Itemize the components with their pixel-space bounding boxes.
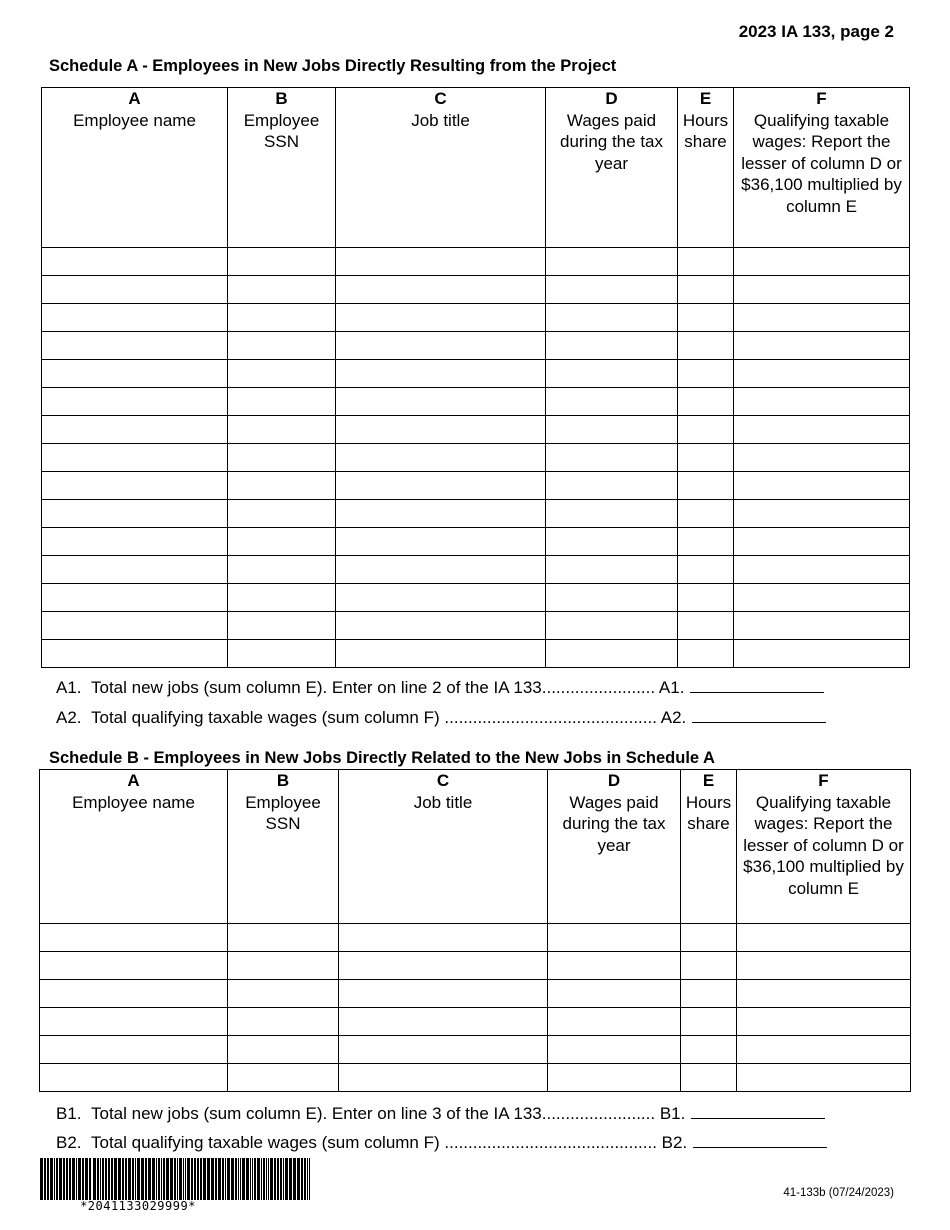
employee-name-cell[interactable] [40,924,228,952]
job-title-cell[interactable] [339,952,548,980]
employee-name-cell[interactable] [42,360,228,388]
qualifying-wages-cell[interactable] [734,360,910,388]
qualifying-wages-cell[interactable] [734,416,910,444]
employee-ssn-cell[interactable] [228,556,336,584]
employee-name-cell[interactable] [42,276,228,304]
wages-paid-cell[interactable] [548,1064,681,1092]
barcode-bar [44,1158,46,1200]
barcode-bar [114,1158,117,1200]
job-title-cell[interactable] [336,360,546,388]
employee-ssn-cell[interactable] [228,528,336,556]
column-b-header: B Employee SSN [228,88,336,248]
qualifying-wages-cell[interactable] [734,248,910,276]
barcode-bar [307,1158,308,1200]
barcode-bar [203,1158,206,1200]
job-title-cell[interactable] [339,1008,548,1036]
barcode-bar [63,1158,65,1200]
line-a2-input[interactable] [692,708,826,723]
hours-share-cell[interactable] [678,640,734,668]
column-c-header: C Job title [339,770,548,924]
barcode-bar [257,1158,260,1200]
job-title-cell[interactable] [336,248,546,276]
barcode-bar [250,1158,251,1200]
barcode-bar [218,1158,221,1200]
column-c-header: C Job title [336,88,546,248]
barcode-bar [137,1158,140,1200]
barcode-bar [235,1158,237,1200]
form-id: 41-133b (07/24/2023) [783,1187,894,1199]
barcode-bar [135,1158,136,1200]
barcode-bar [152,1158,155,1200]
column-e-header: E Hours share [678,88,734,248]
employee-name-cell[interactable] [42,556,228,584]
hours-share-cell[interactable] [678,360,734,388]
employee-ssn-cell[interactable] [228,248,336,276]
line-b1: B1. Total new jobs (sum column E). Enter on line 3 of the IA 133........................ B1. [56,1104,825,1124]
employee-name-cell[interactable] [42,416,228,444]
employee-name-cell[interactable] [42,388,228,416]
barcode-bar [141,1158,144,1200]
wages-paid-cell[interactable] [546,332,678,360]
column-a-header: A Employee name [40,770,228,924]
wages-paid-cell[interactable] [548,1036,681,1064]
barcode-bar [72,1158,75,1200]
job-title-cell[interactable] [336,304,546,332]
wages-paid-cell[interactable] [546,528,678,556]
barcode-bar [145,1158,147,1200]
barcode-bar [227,1158,230,1200]
barcode-bar [161,1158,162,1200]
wages-paid-cell[interactable] [546,444,678,472]
job-title-cell[interactable] [339,980,548,1008]
job-title-cell[interactable] [336,332,546,360]
table-row [40,980,911,1008]
employee-ssn-cell[interactable] [228,360,336,388]
employee-name-cell[interactable] [40,1064,228,1092]
barcode-bar [183,1158,184,1200]
barcode-text: *2041133029999* [80,1199,196,1213]
barcode-bar [148,1158,151,1200]
barcode-bar [166,1158,169,1200]
hours-share-cell[interactable] [678,332,734,360]
hours-share-cell[interactable] [678,276,734,304]
barcode-bar [158,1158,160,1200]
job-title-cell[interactable] [336,584,546,612]
employee-ssn-cell[interactable] [228,612,336,640]
hours-share-cell[interactable] [678,472,734,500]
employee-ssn-cell[interactable] [228,416,336,444]
wages-paid-cell[interactable] [546,556,678,584]
table-row [42,332,910,360]
hours-share-cell[interactable] [678,500,734,528]
barcode-bar [252,1158,253,1200]
barcode-bar [231,1158,234,1200]
employee-name-cell[interactable] [42,528,228,556]
employee-ssn-cell[interactable] [228,1064,339,1092]
page-header: 2023 IA 133, page 2 [738,22,894,41]
barcode-bar [177,1158,178,1200]
hours-share-cell[interactable] [678,528,734,556]
qualifying-wages-cell[interactable] [734,528,910,556]
table-row [40,952,911,980]
wages-paid-cell[interactable] [546,248,678,276]
employee-name-cell[interactable] [42,472,228,500]
line-b2-input[interactable] [693,1133,827,1148]
hours-share-cell[interactable] [681,924,737,952]
column-a-header: A Employee name [42,88,228,248]
barcode-bar [59,1158,62,1200]
barcode-bar [207,1158,210,1200]
table-row [42,556,910,584]
table-row [42,276,910,304]
qualifying-wages-cell[interactable] [734,640,910,668]
wages-paid-cell[interactable] [548,924,681,952]
barcode-bar [191,1158,193,1200]
table-row [40,924,911,952]
barcode-bar [47,1158,49,1200]
barcode-bar [197,1158,199,1200]
employee-name-cell[interactable] [40,1036,228,1064]
hours-share-cell[interactable] [678,444,734,472]
table-row [42,584,910,612]
barcode-bar [242,1158,245,1200]
employee-name-cell[interactable] [40,952,228,980]
barcode-bar [254,1158,256,1200]
barcode-bar [69,1158,71,1200]
qualifying-wages-cell[interactable] [734,304,910,332]
barcode-bar [132,1158,134,1200]
qualifying-wages-cell[interactable] [734,444,910,472]
barcode-bar [66,1158,68,1200]
wages-paid-cell[interactable] [546,388,678,416]
line-b1-input[interactable] [691,1104,825,1119]
barcode-bar [215,1158,217,1200]
qualifying-wages-cell[interactable] [734,612,910,640]
table-row [42,304,910,332]
barcode-bar [263,1158,265,1200]
hours-share-cell[interactable] [681,980,737,1008]
line-a2: A2. Total qualifying taxable wages (sum column F) ............................................. A2. [56,708,826,728]
hours-share-cell[interactable] [681,1064,737,1092]
employee-name-cell[interactable] [42,444,228,472]
barcode-bar [246,1158,249,1200]
employee-ssn-cell[interactable] [228,640,336,668]
qualifying-wages-cell[interactable] [737,1036,911,1064]
table-row [40,1036,911,1064]
barcode-bar [211,1158,214,1200]
barcode-bar [111,1158,113,1200]
table-row [42,360,910,388]
barcode-bar [274,1158,276,1200]
barcode-bar [97,1158,99,1200]
barcode-bar [82,1158,84,1200]
barcode-bar [194,1158,196,1200]
barcode-bar [54,1158,55,1200]
barcode-bar [102,1158,104,1200]
barcode-bar [297,1158,300,1200]
barcode-bar [289,1158,292,1200]
table-row [42,640,910,668]
barcode-bar [185,1158,186,1200]
barcode-bar [277,1158,279,1200]
wages-paid-cell[interactable] [546,360,678,388]
barcode-bar [122,1158,124,1200]
column-b-header: B Employee SSN [228,770,339,924]
qualifying-wages-cell[interactable] [734,500,910,528]
column-d-header: D Wages paid during the tax year [548,770,681,924]
wages-paid-cell[interactable] [546,472,678,500]
qualifying-wages-cell[interactable] [737,924,911,952]
job-title-cell[interactable] [336,472,546,500]
schedule-a-title: Schedule A - Employees in New Jobs Directly Resulting from the Project [49,57,617,75]
barcode-bar [93,1158,96,1200]
barcode-bar [56,1158,58,1200]
hours-share-cell[interactable] [678,556,734,584]
table-row [42,472,910,500]
employee-ssn-cell[interactable] [228,472,336,500]
hours-share-cell[interactable] [678,612,734,640]
qualifying-wages-cell[interactable] [734,472,910,500]
employee-ssn-cell[interactable] [228,924,339,952]
employee-name-cell[interactable] [40,980,228,1008]
job-title-cell[interactable] [336,416,546,444]
barcode-bar [266,1158,267,1200]
qualifying-wages-cell[interactable] [737,1064,911,1092]
hours-share-cell[interactable] [678,304,734,332]
employee-ssn-cell[interactable] [228,304,336,332]
hours-share-cell[interactable] [681,952,737,980]
hours-share-cell[interactable] [678,416,734,444]
barcode-bar [304,1158,306,1200]
barcode-bar [118,1158,121,1200]
employee-name-cell[interactable] [42,248,228,276]
table-row [42,612,910,640]
barcode-bar [309,1158,310,1200]
barcode-bar [238,1158,239,1200]
employee-name-cell[interactable] [42,332,228,360]
table-row [40,1008,911,1036]
table-row [42,444,910,472]
barcode-bar [50,1158,53,1200]
employee-name-cell[interactable] [42,304,228,332]
barcode-bar [85,1158,88,1200]
line-b2: B2. Total qualifying taxable wages (sum column F) ............................................. B2. [56,1133,827,1153]
wages-paid-cell[interactable] [546,612,678,640]
schedule-b-title: Schedule B - Employees in New Jobs Directly Related to the New Jobs in Schedule A [49,749,715,767]
employee-ssn-cell[interactable] [228,1036,339,1064]
qualifying-wages-cell[interactable] [737,980,911,1008]
table-row [42,416,910,444]
barcode-bar [125,1158,127,1200]
employee-ssn-cell[interactable] [228,500,336,528]
wages-paid-cell[interactable] [548,1008,681,1036]
barcode-bar [108,1158,110,1200]
barcode-bar [105,1158,107,1200]
barcode-bar [268,1158,269,1200]
qualifying-wages-cell[interactable] [734,388,910,416]
job-title-cell[interactable] [336,444,546,472]
barcode-bar [225,1158,226,1200]
barcode-bar [163,1158,165,1200]
wages-paid-cell[interactable] [546,640,678,668]
job-title-cell[interactable] [336,276,546,304]
wages-paid-cell[interactable] [546,304,678,332]
table-row [42,528,910,556]
hours-share-cell[interactable] [678,248,734,276]
employee-name-cell[interactable] [40,1008,228,1036]
job-title-cell[interactable] [339,1036,548,1064]
hours-share-cell[interactable] [681,1036,737,1064]
job-title-cell[interactable] [336,556,546,584]
qualifying-wages-cell[interactable] [737,1008,911,1036]
job-title-cell[interactable] [336,528,546,556]
wages-paid-cell[interactable] [548,980,681,1008]
employee-name-cell[interactable] [42,612,228,640]
schedule-a-header-row [42,88,910,248]
schedule-b-header-row [40,770,911,924]
hours-share-cell[interactable] [681,1008,737,1036]
barcode-bar [128,1158,131,1200]
hours-share-cell[interactable] [678,388,734,416]
qualifying-wages-cell[interactable] [734,276,910,304]
barcode-bar [170,1158,173,1200]
barcode-bar [222,1158,224,1200]
barcode-bar [283,1158,284,1200]
employee-name-cell[interactable] [42,640,228,668]
column-f-header: F Qualifying taxable wages: Report the lesser of column D or $36,100 multiplied by column E [734,88,910,248]
barcode-bar [285,1158,288,1200]
qualifying-wages-cell[interactable] [734,556,910,584]
barcode [40,1158,312,1200]
schedule-b-table [39,769,911,1092]
column-e-header: E Hours share [681,770,737,924]
barcode-bar [270,1158,273,1200]
wages-paid-cell[interactable] [546,584,678,612]
column-d-header: D Wages paid during the tax year [546,88,678,248]
barcode-bar [40,1158,43,1200]
employee-ssn-cell[interactable] [228,276,336,304]
schedule-a-rows [42,248,910,668]
job-title-cell[interactable] [339,1064,548,1092]
barcode-bar [76,1158,77,1200]
wages-paid-cell[interactable] [546,416,678,444]
employee-ssn-cell[interactable] [228,980,339,1008]
schedule-b-rows [40,924,911,1092]
table-row [40,1064,911,1092]
line-a1-input[interactable] [690,678,824,693]
schedule-a-table [41,87,910,668]
wages-paid-cell[interactable] [546,276,678,304]
wages-paid-cell[interactable] [546,500,678,528]
barcode-bar [280,1158,282,1200]
job-title-cell[interactable] [339,924,548,952]
employee-ssn-cell[interactable] [228,584,336,612]
column-f-header: F Qualifying taxable wages: Report the lesser of column D or $36,100 multiplied by column E [737,770,911,924]
job-title-cell[interactable] [336,388,546,416]
employee-ssn-cell[interactable] [228,444,336,472]
barcode-bar [187,1158,190,1200]
employee-ssn-cell[interactable] [228,388,336,416]
qualifying-wages-cell[interactable] [734,332,910,360]
barcode-bar [293,1158,296,1200]
wages-paid-cell[interactable] [548,952,681,980]
line-a1: A1. Total new jobs (sum column E). Enter on line 2 of the IA 133........................ A1. [56,678,824,698]
barcode-bar [301,1158,303,1200]
job-title-cell[interactable] [336,612,546,640]
employee-ssn-cell[interactable] [228,1008,339,1036]
barcode-bar [156,1158,157,1200]
barcode-bar [261,1158,262,1200]
table-row [42,388,910,416]
barcode-bar [200,1158,202,1200]
barcode-bar [100,1158,101,1200]
table-row [42,500,910,528]
table-row [42,248,910,276]
barcode-bar [174,1158,176,1200]
barcode-bar [240,1158,241,1200]
barcode-bar [89,1158,91,1200]
employee-name-cell[interactable] [42,500,228,528]
employee-ssn-cell[interactable] [228,332,336,360]
hours-share-cell[interactable] [678,584,734,612]
qualifying-wages-cell[interactable] [734,584,910,612]
job-title-cell[interactable] [336,640,546,668]
barcode-bar [179,1158,182,1200]
employee-ssn-cell[interactable] [228,952,339,980]
barcode-bar [78,1158,81,1200]
job-title-cell[interactable] [336,500,546,528]
employee-name-cell[interactable] [42,584,228,612]
qualifying-wages-cell[interactable] [737,952,911,980]
